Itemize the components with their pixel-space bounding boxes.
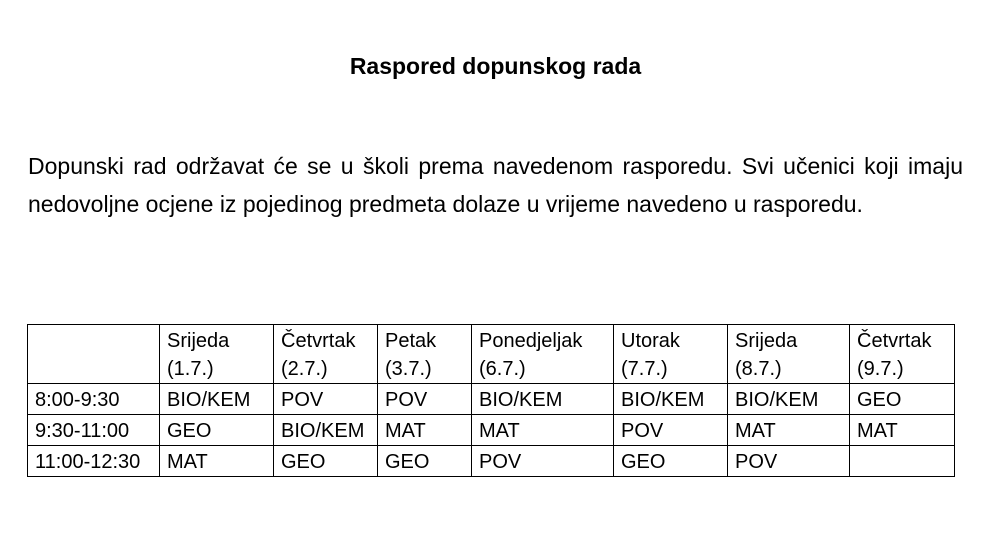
subject-cell: BIO/KEM: [728, 384, 850, 415]
day-name: Srijeda: [735, 330, 798, 352]
day-date: (2.7.): [281, 358, 328, 380]
day-header: [274, 325, 378, 384]
time-slot-cell: 11:00-12:30: [28, 446, 160, 477]
day-header: [614, 325, 728, 384]
table-row: [28, 446, 955, 477]
day-header: [472, 325, 614, 384]
subject-cell: BIO/KEM: [274, 415, 378, 446]
subject-cell: POV: [378, 384, 472, 415]
day-name: Četvrtak: [857, 330, 932, 352]
subject-cell: BIO/KEM: [472, 384, 614, 415]
day-date: (8.7.): [735, 358, 782, 380]
day-date: (6.7.): [479, 358, 526, 380]
subject-cell: GEO: [850, 384, 955, 415]
subject-cell: POV: [728, 446, 850, 477]
table-row: [28, 384, 955, 415]
intro-paragraph: Dopunski rad održavat će se u školi prema navedenom rasporedu. Svi učenici koji imaju nedovoljne ocjene iz pojedinog predmeta dolaze u vrijeme navedeno u rasporedu.: [28, 153, 963, 217]
day-header: [728, 325, 850, 384]
subject-cell: POV: [274, 384, 378, 415]
schedule-table: [27, 324, 955, 477]
day-header: [850, 325, 955, 384]
day-header: [160, 325, 274, 384]
subject-cell: MAT: [850, 415, 955, 446]
document-title: Raspored dopunskog rada: [349, 53, 642, 79]
subject-cell: GEO: [614, 446, 728, 477]
day-date: (1.7.): [167, 358, 214, 380]
day-header: [378, 325, 472, 384]
day-date: (9.7.): [857, 358, 904, 380]
day-name: Ponedjeljak: [479, 330, 583, 352]
subject-cell: MAT: [472, 415, 614, 446]
day-name: Petak: [385, 330, 437, 352]
day-name: Četvrtak: [281, 330, 356, 352]
subject-cell: MAT: [728, 415, 850, 446]
time-slot-cell: 9:30-11:00: [28, 415, 160, 446]
subject-cell: MAT: [378, 415, 472, 446]
subject-cell: [850, 446, 955, 477]
subject-cell: BIO/KEM: [614, 384, 728, 415]
day-date: (7.7.): [621, 358, 668, 380]
subject-cell: GEO: [160, 415, 274, 446]
subject-cell: MAT: [160, 446, 274, 477]
subject-cell: GEO: [378, 446, 472, 477]
time-slot-cell: 8:00-9:30: [28, 384, 160, 415]
table-header-row: [28, 325, 955, 384]
day-date: (3.7.): [385, 358, 432, 380]
corner-cell: [28, 325, 160, 384]
table-row: [28, 415, 955, 446]
subject-cell: BIO/KEM: [160, 384, 274, 415]
subject-cell: POV: [472, 446, 614, 477]
day-name: Utorak: [621, 330, 680, 352]
day-name: Srijeda: [167, 330, 230, 352]
subject-cell: POV: [614, 415, 728, 446]
subject-cell: GEO: [274, 446, 378, 477]
